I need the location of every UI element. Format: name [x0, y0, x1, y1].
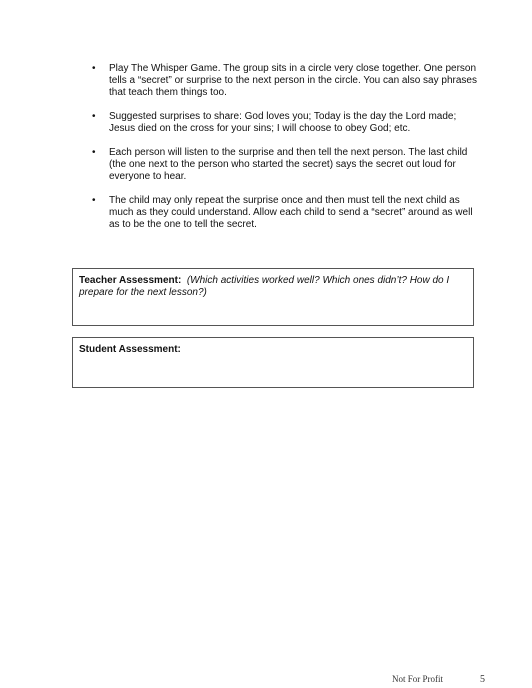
bullet-text: The child may only repeat the surprise once and then must tell the next child as much as they could understand. Allow each child to send a “secret” around as well as to be the one to tell the secret. [109, 195, 473, 230]
bullet-dot-icon: • [92, 147, 96, 158]
bullet-text: Play The Whisper Game. The group sits in a circle very close together. One person tells a “secret” or surprise to the next person in the circle. You can also say phrases that teach them things too. [109, 63, 477, 98]
bullet-dot-icon: • [92, 195, 96, 206]
page-number: 5 [480, 674, 485, 685]
bullet-item [92, 63, 482, 99]
bullet-item [92, 147, 482, 183]
teacher-assessment-label: Teacher Assessment: [79, 275, 182, 286]
student-assessment-label: Student Assessment: [79, 344, 181, 355]
bullet-text: Each person will listen to the surprise and then tell the next person. The last child (the one next to the person who started the secret) says the secret out loud for everyone to hear. [109, 147, 468, 182]
bullet-item [92, 195, 482, 231]
footer-text: Not For Profit [392, 674, 444, 684]
teacher-assessment-prompt: (Which activities worked well? Which ones didn’t? How do I prepare for the next lesson?) [79, 275, 450, 298]
bullet-dot-icon: • [92, 63, 96, 74]
bullet-item [92, 111, 482, 135]
bullet-text: Suggested surprises to share: God loves you; Today is the day the Lord made; Jesus died on the cross for your sins; I will choose to obey God; etc. [109, 111, 457, 134]
bullet-dot-icon: • [92, 111, 96, 122]
activity-bullet-list [92, 63, 482, 243]
student-assessment-box[interactable] [72, 337, 474, 388]
teacher-assessment-box[interactable] [72, 268, 474, 326]
